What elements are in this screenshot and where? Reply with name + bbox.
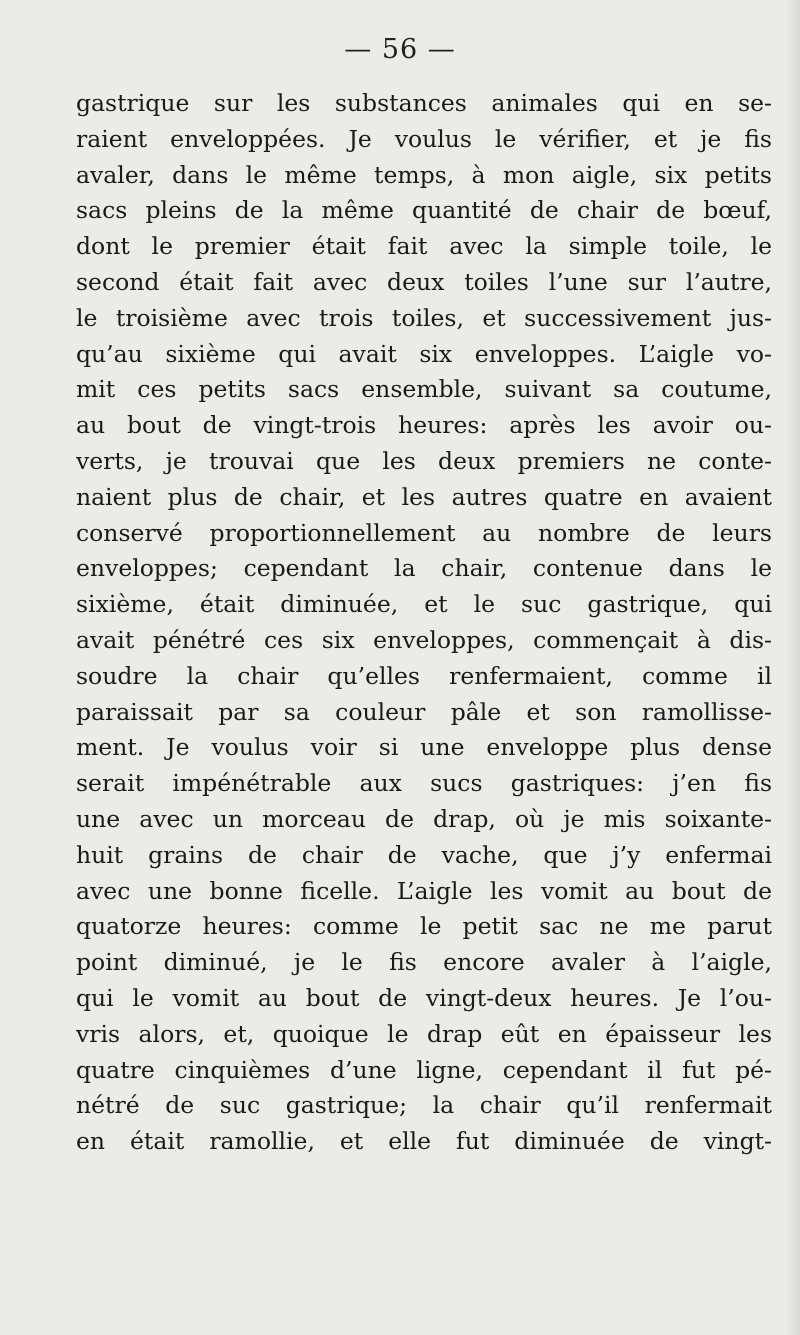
text-line: raient enveloppées. Je voulus le vérifier, et je fis (76, 124, 772, 153)
text-line: quatre cinquièmes d’une ligne, cependant il fut pé- (76, 1055, 772, 1084)
text-line: ment. Je voulus voir si une enveloppe plus dense (76, 733, 772, 762)
text-line: enveloppes; cependant la chair, contenue dans le (76, 554, 772, 583)
text-line: avaler, dans le même temps, à mon aigle, six petits (76, 160, 772, 189)
text-line: conservé proportionnellement au nombre de leurs (76, 518, 772, 547)
text-line: gastrique sur les substances animales qui en se- (76, 89, 772, 117)
text-line: avait pénétré ces six enveloppes, commençait à dis- (76, 625, 772, 654)
text-line: soudre la chair qu’elles renfermaient, comme il (76, 661, 772, 690)
text-line: sacs pleins de la même quantité de chair de bœuf, (76, 196, 772, 225)
text-line: quatorze heures: comme le petit sac ne me parut (76, 912, 772, 941)
text-line: point diminué, je le fis encore avaler à l’aigle, (76, 948, 772, 977)
text-line: serait impénétrable aux sucs gastriques: j’en fis (76, 769, 772, 798)
text-line: au bout de vingt-trois heures: après les avoir ou- (76, 411, 772, 440)
page-number: — 56 — (344, 34, 456, 65)
text-line: naient plus de chair, et les autres quatre en avaient (76, 482, 772, 511)
text-line: avec une bonne ficelle. L’aigle les vomit au bout de (76, 876, 772, 905)
text-line: dont le premier était fait avec la simple toile, le (76, 232, 772, 261)
text-line: mit ces petits sacs ensemble, suivant sa coutume, (76, 375, 772, 404)
text-line: verts, je trouvai que les deux premiers ne conte- (76, 446, 772, 475)
text-line: huit grains de chair de vache, que j’y enfermai (76, 840, 772, 869)
text-line: qui le vomit au bout de vingt-deux heures. Je l’ou- (76, 983, 772, 1012)
text-line: en était ramollie, et elle fut diminuée de vingt- (76, 1127, 772, 1156)
page-edge-shadow (786, 0, 800, 1335)
text-line: le troisième avec trois toiles, et successivement jus- (76, 303, 772, 332)
text-line: vris alors, et, quoique le drap eût en épaisseur les (76, 1019, 772, 1048)
text-line: qu’au sixième qui avait six enveloppes. L’aigle vo- (76, 339, 772, 368)
text-line: paraissait par sa couleur pâle et son ramollisse- (76, 697, 772, 726)
text-line: second était fait avec deux toiles l’une sur l’autre, (76, 267, 772, 296)
text-line: sixième, était diminuée, et le suc gastrique, qui (76, 590, 772, 619)
text-line: nétré de suc gastrique; la chair qu’il renfermait (76, 1091, 772, 1120)
text-line: une avec un morceau de drap, où je mis soixante- (76, 804, 772, 833)
body-text (76, 86, 772, 1160)
